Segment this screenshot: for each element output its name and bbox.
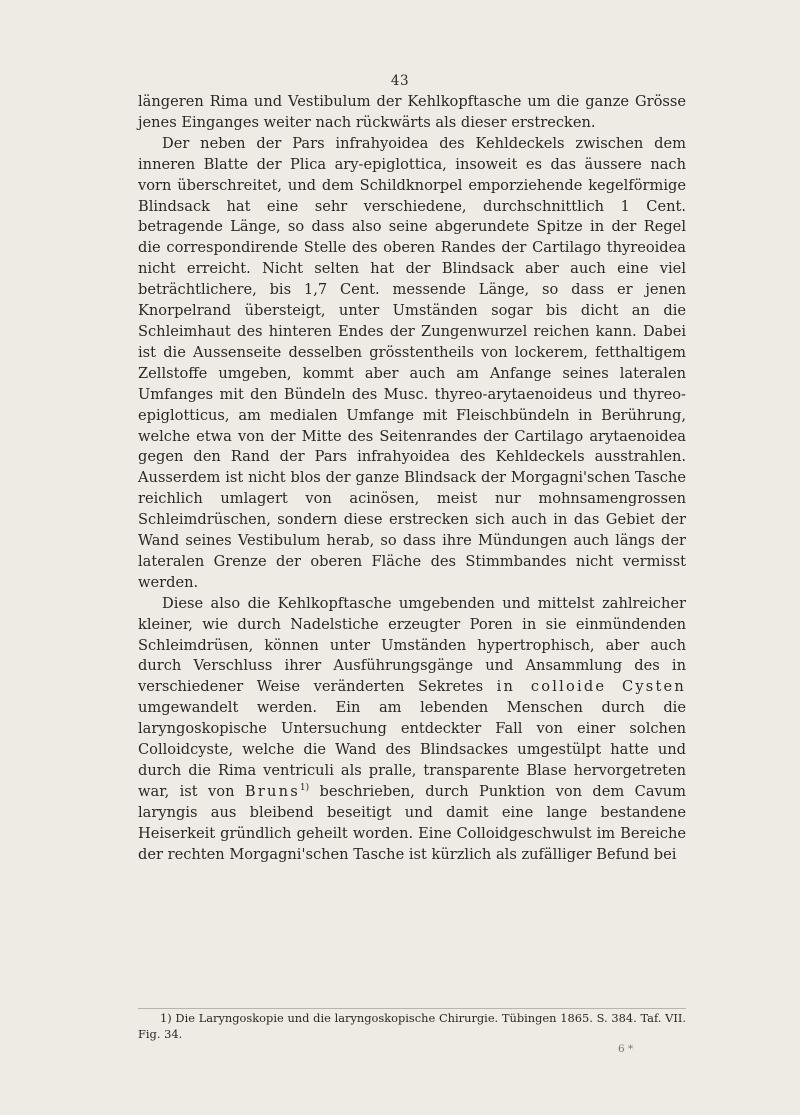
paragraph-text: Der neben der Pars infrahyoidea des Kehldeckels zwischen dem inneren Blatte der Plica ary-epiglottica, insoweit es das äussere nach vorn überschreitet, und dem Schildknorpel emporziehende kegelförmige Blindsack hat eine sehr verschiedene, durchschnittlich 1 Cent. betragende Länge, so dass also seine abgerundete Spitze in der Regel die correspondirende Stelle des oberen Randes der Cartilago thyreoidea nicht erreicht. Nicht selten hat der Blindsack aber auch eine viel beträchtlichere, bis 1,7 Cent. messende Länge, so dass er jenen Knorpelrand übersteigt, unter Umständen sogar bis dicht an die Schleimhaut des hinteren Endes der Zungenwurzel reichen kann. Dabei ist die Aussenseite desselben grösstentheils von lockerem, fetthaltigem Zellstoffe umgeben, kommt aber auch am Anfange seines lateralen Umfanges mit den Bündeln des Musc. thyreo-arytaenoideus und thyreo-epiglotticus, am medialen Umfange mit Fleischbündeln in Berührung, welche etwa von der Mitte des Seitenrandes der Cartilago arytaenoidea gegen den Rand der Pars infrahyoidea des Kehldeckels ausstrahlen. Ausserdem ist nicht blos der ganze Blindsack der Morgagni'schen Tasche reichlich umlagert von acinösen, meist nur mohnsamengrossen Schleimdrüschen, sondern diese erstrecken sich auch in das Gebiet der Wand seines Vestibulum herab, so dass ihre Mündungen auch längs der lateralen Grenze der oberen Fläche des Stimmbandes nicht vermisst werden. — [138, 134, 686, 591]
paragraph-text: umgewandelt werden. Ein am lebenden Menschen durch die laryngoskopische Untersuchung entdeckter Fall von einer solchen Colloidcyste, welche die Wand des Blindsackes umgestülpt hatte und durch die Rima ventriculi als pralle, transparente Blase hervorgetreten war, ist von — [138, 699, 686, 800]
paragraph — [138, 92, 686, 134]
paragraph-text: Diese also die Kehlkopftasche umgebenden und mittelst zahlreicher kleiner, wie durch Nadelstiche erzeugter Poren in sie einmündenden Schleimdrüsen, können unter Umständen hypertrophisch, aber auch durch Verschluss ihrer Ausführungsgänge und Ansammlung des in verschiedener Weise veränderten Sekretes — [138, 594, 686, 696]
spaced-text: Bruns — [244, 782, 300, 800]
paragraph-text: beschrieben, durch Punktion von dem Cavum laryngis aus bleibend beseitigt und damit eine lange bestandene Heiserkeit gründlich geheilt worden. Eine Colloidgeschwulst im Bereiche der rechten Morgagni'schen Tasche ist kürzlich als zufälliger Befund bei — [138, 782, 686, 863]
paragraph-text: längeren Rima und Vestibulum der Kehlkopftasche um die ganze Grösse jenes Einganges weiter nach rückwärts als dieser erstrecken. — [138, 93, 686, 131]
body-text — [138, 92, 686, 866]
signature-mark: 6 * — [618, 1043, 634, 1055]
page-number: 43 — [390, 73, 410, 89]
footnote-separator — [138, 1008, 686, 1009]
footnote-ref: 1) — [299, 783, 310, 794]
footnote: 1) Die Laryngoskopie und die laryngoskopische Chirurgie. Tübingen 1865. S. 384. Taf. VII. Fig. 34. — [138, 1011, 686, 1041]
paragraph — [138, 134, 686, 594]
spaced-text: in colloide Cysten — [496, 678, 686, 696]
paragraph — [138, 594, 686, 866]
